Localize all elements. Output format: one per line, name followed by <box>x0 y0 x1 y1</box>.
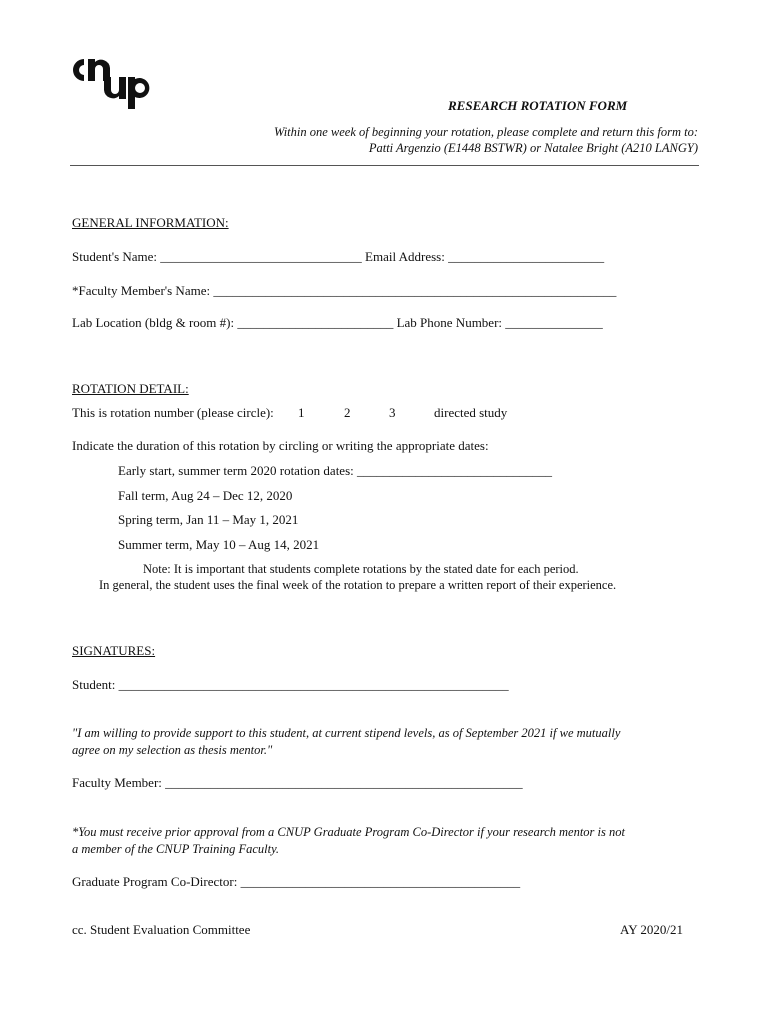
duration-prompt: Indicate the duration of this rotation by circling or writing the appropriate dates: <box>72 438 489 453</box>
term-summer[interactable]: Summer term, May 10 – Aug 14, 2021 <box>118 537 320 552</box>
faculty-quote-line-1: "I am willing to provide support to this student, at current stipend levels, as of September 2021 if we mutually <box>72 726 621 740</box>
cnup-logo <box>70 55 150 115</box>
rotation-option-directed-study[interactable]: directed study <box>434 405 508 420</box>
header-divider <box>70 165 699 166</box>
cc-line: cc. Student Evaluation Committee <box>72 922 251 937</box>
rotation-option-2[interactable]: 2 <box>344 405 351 420</box>
instruction-line-2: Patti Argenzio (E1448 BSTWR) or Natalee Bright (A210 LANGY) <box>368 141 698 155</box>
rotation-number-prompt: This is rotation number (please circle): <box>72 405 274 420</box>
faculty-quote-line-2: agree on my selection as thesis mentor." <box>72 743 273 757</box>
rotation-option-3[interactable]: 3 <box>389 405 396 420</box>
student-name-email-line[interactable]: Student's Name: _______________________________ Email Address: ________________________ <box>72 249 605 264</box>
codirector-signature-line[interactable]: Graduate Program Co-Director: ___________________________________________ <box>72 874 521 889</box>
signatures-heading: SIGNATURES: <box>72 643 156 658</box>
faculty-signature-line[interactable]: Faculty Member: _______________________________________________________ <box>72 775 523 790</box>
term-early-start[interactable]: Early start, summer term 2020 rotation dates: ______________________________ <box>118 463 552 478</box>
approval-note-line-1: *You must receive prior approval from a CNUP Graduate Program Co-Director if your research mentor is not <box>72 825 625 839</box>
approval-note-line-2: a member of the CNUP Training Faculty. <box>72 842 280 856</box>
academic-year: AY 2020/21 <box>620 922 683 937</box>
instruction-line-1: Within one week of beginning your rotation, please complete and return this form to: <box>273 125 698 139</box>
note-line-1: Note: It is important that students complete rotations by the stated date for each period. <box>143 562 579 576</box>
term-fall[interactable]: Fall term, Aug 24 – Dec 12, 2020 <box>118 488 293 503</box>
rotation-option-1[interactable]: 1 <box>298 405 305 420</box>
faculty-member-name-line[interactable]: *Faculty Member's Name: ______________________________________________________________ <box>72 283 617 298</box>
rotation-detail-heading: ROTATION DETAIL: <box>72 381 189 396</box>
general-info-heading: GENERAL INFORMATION: <box>72 215 229 230</box>
student-signature-line[interactable]: Student: ____________________________________________________________ <box>72 677 509 692</box>
lab-location-phone-line[interactable]: Lab Location (bldg & room #): ________________________ Lab Phone Number: _______________ <box>72 315 603 330</box>
note-line-2: In general, the student uses the final week of the rotation to prepare a written report of their experience. <box>99 578 617 592</box>
term-spring[interactable]: Spring term, Jan 11 – May 1, 2021 <box>118 512 299 527</box>
form-title: RESEARCH ROTATION FORM <box>448 98 628 113</box>
